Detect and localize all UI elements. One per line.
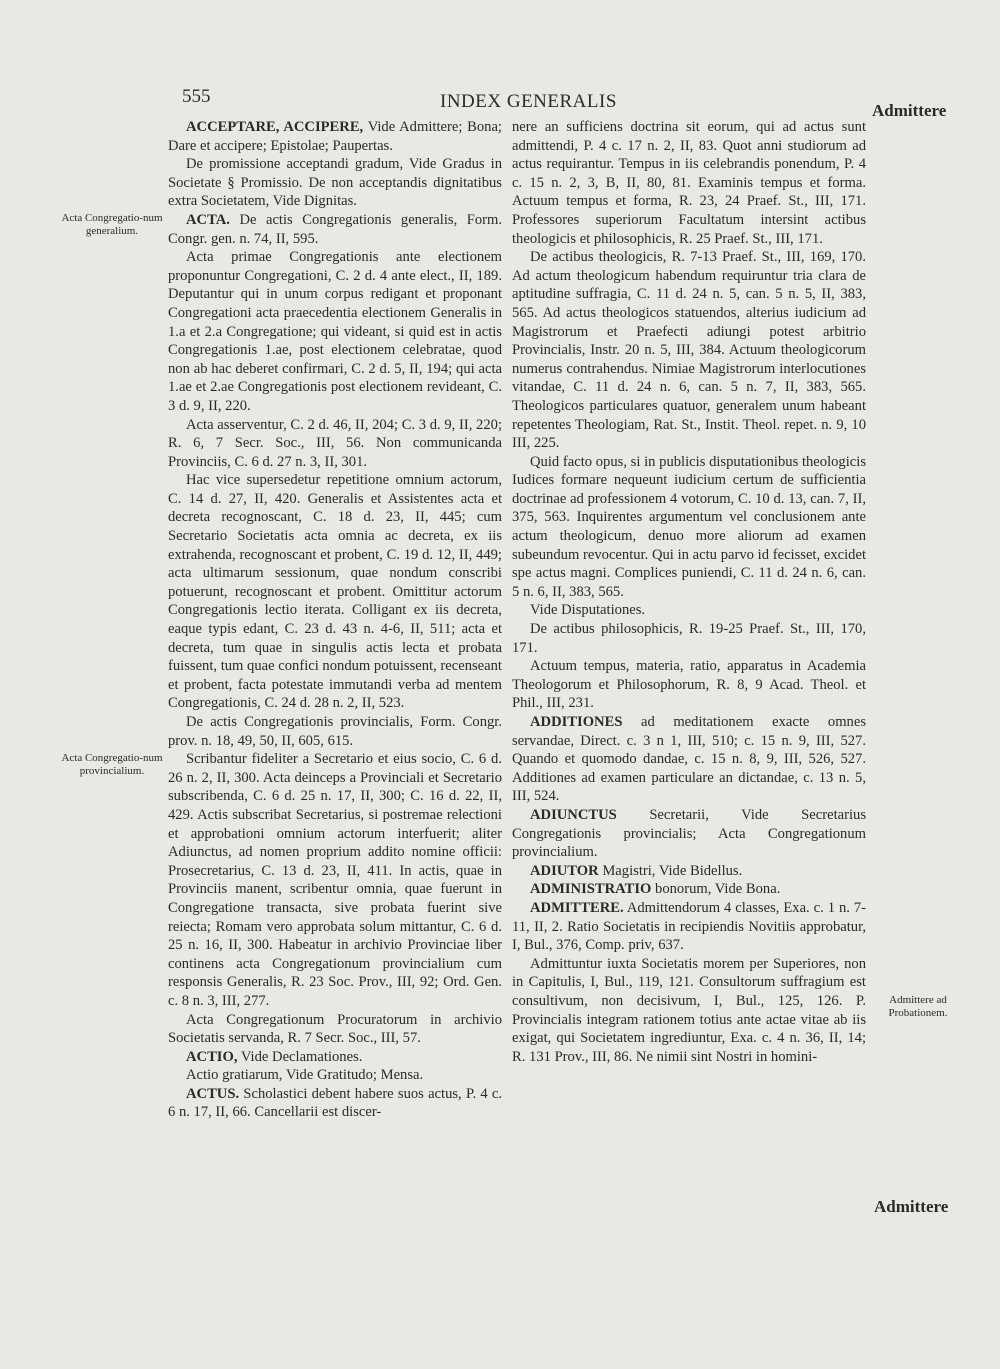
- index-entry: [168, 713, 502, 750]
- index-entry: [168, 750, 502, 1010]
- right-column: [512, 118, 866, 1066]
- entry-text: Admittuntur iuxta Societatis morem per Superiores, non in Capitulis, I, Bul., 119, 121. Consultorum suffragium est consultivum, non decisivum, I, Bul., 125, 126. P. Provincialis integram rationem totius ante actae vitae ab iis exigat, qui Societatem ingrediuntur, Exa. c. 4 n. 36, II, 14; R. 131 Prov., III, 86. Ne nimii sint Nostri in homini-: [512, 955, 866, 1065]
- index-entry: [512, 601, 866, 620]
- entry-headword: ACTIO,: [186, 1048, 238, 1065]
- entry-text: Acta primae Congregationis ante electionem proponuntur Congregationi, C. 2 d. 4 ante elect., II, 189. Deputantur qui in unum corpus redigant et proponant Congregationi acta praecedentia electionem Generalis in 1.a et 2.a Congregatione; qui videant, si quid est in actis Congregationis 1.ae, post electionem celebratae, quod non ab hac deberet confirmari, C. 2 d. 5, II, 194; qui acta 1.ae et 2.ae Congregationis post electionem revideant, C. 3 d. 9, II, 220.: [168, 249, 502, 414]
- entry-text: De actis Congregationis generalis, Form. Congr. gen. n. 74, II, 595.: [168, 211, 502, 247]
- entry-text: De actis Congregationis provincialis, Form. Congr. prov. n. 18, 49, 50, II, 605, 615.: [168, 714, 502, 749]
- index-entry: [512, 713, 866, 806]
- catchword-bottom: Admittere: [874, 1197, 949, 1216]
- entry-headword: ADMINISTRATIO: [530, 881, 652, 898]
- entry-headword: ACCEPTARE, ACCIPERE,: [186, 119, 364, 135]
- entry-text: nere an sufficiens doctrina sit eorum, qui ad actus sunt admittendi, P. 4 c. 17 n. 2, II, 83. Quot anni studiorum ad actus requirantur. Tempus in iis celebrandis ponendum, P. 4 c. 15 n. 2, 3, B, II, 80, 81. Examinis tempus et forma. Actuum tempus et forma, R. 23, 24 Praef. St., III, 171. Professores superiorum Facultatum intersint actibus theologicis et philosophicis, R. 25 Praef. St., III, 171.: [512, 119, 866, 247]
- entry-text: De actibus theologicis, R. 7-13 Praef. St., III, 169, 170. Ad actum theologicum habendum requiruntur tria clara de aptitudine suffragia, C. 11 d. 24 n. 5, can. 5 n. 5, II, 383, 565. Ad actus theologicos statuendos, alterius iudicium ad Magistrorum et Praefecti adiungi potest arbitrio Provincialis, Instr. 20 n. 5, III, 384. Actuum theologicorum numerus contrahendus. Nimiae Magistrorum interlocutiones vitandae, C. 11 d. 24 n. 6, can. 5 n. 7, II, 383, 565. Theologicos particulares quatuor, generalem unum habeant repetentes Theologiam, Rat. St., Instit. Theol. repet. n. 9, 10 III, 225.: [512, 249, 866, 452]
- entry-text: Scribantur fideliter a Secretario et eius socio, C. 6 d. 26 n. 2, II, 300. Acta deinceps a Provinciali et Secretario subscribenda, C. 6 d. 25 n. 17, II, 300; C. 16 d. 22, II, 429. Actis subscribat Secretarius, si postremae relectioni et approbationi omnium actorum interfuerit; aliter Adiunctus, ad nomen proprium addito nomine officii: Prosecretarius, C. 13 d. 23, II, 411. In actis, quae in Provinciis manent, scribentur omnia, quae fuerunt in Congregatione transacta, sive probata fuerint sive reiecta; Romam vero approbata solum mittantur, C. 6 d. 25 n. 16, II, 300. Habeatur in archivio Provinciae liber continens acta Congregationum provincialium cum responsis Generalis, R. 23 Soc. Prov., III, 92; Ord. Gen. c. 8 n. 3, III, 277.: [168, 751, 502, 1009]
- entry-headword: ADIUTOR: [530, 862, 599, 879]
- entry-text: Vide Declamationes.: [240, 1048, 363, 1065]
- entry-text: De actibus philosophicis, R. 19-25 Praef. St., III, 170, 171.: [512, 621, 866, 656]
- index-entry: [168, 1066, 502, 1085]
- left-column: [168, 118, 502, 1122]
- index-entry: [512, 806, 866, 862]
- entry-text: De promissione acceptandi gradum, Vide Gradus in Societate § Promissio. De non acceptandis dignitatibus extra Societatem, Vide Dignitas.: [168, 156, 502, 210]
- entry-text: Magistri, Vide Bidellus.: [602, 862, 743, 879]
- index-entry: [168, 1011, 502, 1048]
- index-entry: [512, 248, 866, 453]
- entry-headword: ACTA.: [186, 211, 230, 228]
- entry-text: bonorum, Vide Bona.: [655, 881, 781, 898]
- index-entry: [168, 416, 502, 472]
- entry-text: Secretarii, Vide Secretarius Congregationis provincialis; Acta Congregationum provincialium.: [512, 806, 866, 861]
- entry-headword: ADMITTERE.: [530, 899, 624, 916]
- index-entry: [512, 955, 866, 1067]
- index-entry: [512, 620, 866, 657]
- index-entry: [512, 862, 866, 881]
- entry-text: Actuum tempus, materia, ratio, apparatus in Academia Theologorum et Philosophorum, R. 8, 9 Acad. Theol. et Phil., III, 231.: [512, 658, 866, 712]
- margin-note-admittere-probationem: Admittere ad Probationem.: [888, 994, 948, 1019]
- index-entry: [512, 453, 866, 602]
- entry-text: Acta Congregationum Procuratorum in archivio Societatis servanda, R. 7 Secr. Soc., III, 57.: [168, 1011, 502, 1047]
- index-entry: [512, 118, 866, 248]
- entry-headword: ADIUNCTUS: [530, 806, 617, 823]
- entry-text: Scholastici debent habere suos actus, P. 4 c. 6 n. 17, II, 66. Cancellarii est discer-: [168, 1085, 502, 1121]
- entry-text: Actio gratiarum, Vide Gratitudo; Mensa.: [186, 1067, 424, 1084]
- entry-text: Acta asserventur, C. 2 d. 46, II, 204; C. 3 d. 9, II, 220; R. 6, 7 Secr. Soc., III, 56. Non communicanda Provinciis, C. 6 d. 27 n. 3, II, 301.: [168, 416, 502, 470]
- entry-text: Admittendorum 4 classes, Exa. c. 1 n. 7-11, II, 2. Ratio Societatis in recipiendis Novitiis approbatur, I, Bul., 376, Comp. priv, 637.: [512, 899, 867, 954]
- index-entry: [512, 657, 866, 713]
- index-entry: [168, 248, 502, 415]
- entry-headword: ACTUS.: [186, 1085, 240, 1102]
- entry-text: Vide Disputationes.: [530, 602, 646, 619]
- running-head: INDEX GENERALIS: [440, 91, 617, 112]
- entry-headword: ADDITIONES: [530, 714, 623, 730]
- page-number: 555: [182, 86, 211, 107]
- entry-text: Hac vice supersedetur repetitione omnium actorum, C. 14 d. 27, II, 420. Generalis et Assistentes acta et decreta recognoscant, C. 18 d. 23, II, 445; cum Secretario Societatis acta omnia ac decreta, ex iis extrahenda, recognoscant et probent, C. 19 d. 12, II, 449; acta ultimarum sessionum, quae nondum conscribi potuerunt, recognoscant et probent. Omittitur actorum Congregationis lectio iterata. Colligant ex iis decreta, eaque typis edant, C. 23 d. 43 n. 4-6, II, 511; acta et decreta, tum quae in singulis actis lecta et probata fuissent, tum quae confici nondum potuissent, recenseant et probent, facta potestate immutandi verba ad mentem Congregationis, C. 24 d. 28 n. 2, II, 523.: [168, 472, 502, 712]
- index-entry: [168, 118, 502, 155]
- index-entry: [512, 899, 866, 955]
- catchword-top: Admittere: [872, 101, 947, 120]
- index-entry: [168, 1085, 502, 1122]
- entry-text: Quid facto opus, si in publicis disputationibus theologicis Iudices formare nequeunt iudicium certum de sufficientia doctrinae ad professionem 4 votorum, C. 10 d. 13, can. 7, II, 375, 563. Inquirentes argumentum vel conclusionem ante actum theologicum, denuo more aliorum ad examen subeundum revocentur. Qui in actu parvo id fecisset, excidet spe actus magni. Complices puniendi, C. 11 d. 24 n. 6, can. 5 n. 6, II, 383, 565.: [512, 453, 866, 600]
- index-entry: [168, 471, 502, 713]
- index-entry: [168, 155, 502, 211]
- entry-text: Vide Admittere; Bona; Dare et accipere; Epistolae; Paupertas.: [168, 119, 502, 154]
- margin-note-acta-generalium: Acta Congregatio-num generalium.: [61, 212, 163, 237]
- index-entry: [168, 211, 502, 248]
- entry-text: ad meditationem exacte omnes servandae, Direct. c. 3 n 1, III, 510; c. 15 n. 9, III, 527. Quando et quomodo dandae, c. 15 n. 8, 9, III, 526, 527. Additiones ad examen particulare an dictandae, c. 13 n. 5, III, 524.: [512, 714, 866, 805]
- index-entry: [512, 880, 866, 899]
- margin-note-acta-provincialium: Acta Congregatio-num provincialium.: [61, 752, 163, 777]
- index-entry: [168, 1048, 502, 1067]
